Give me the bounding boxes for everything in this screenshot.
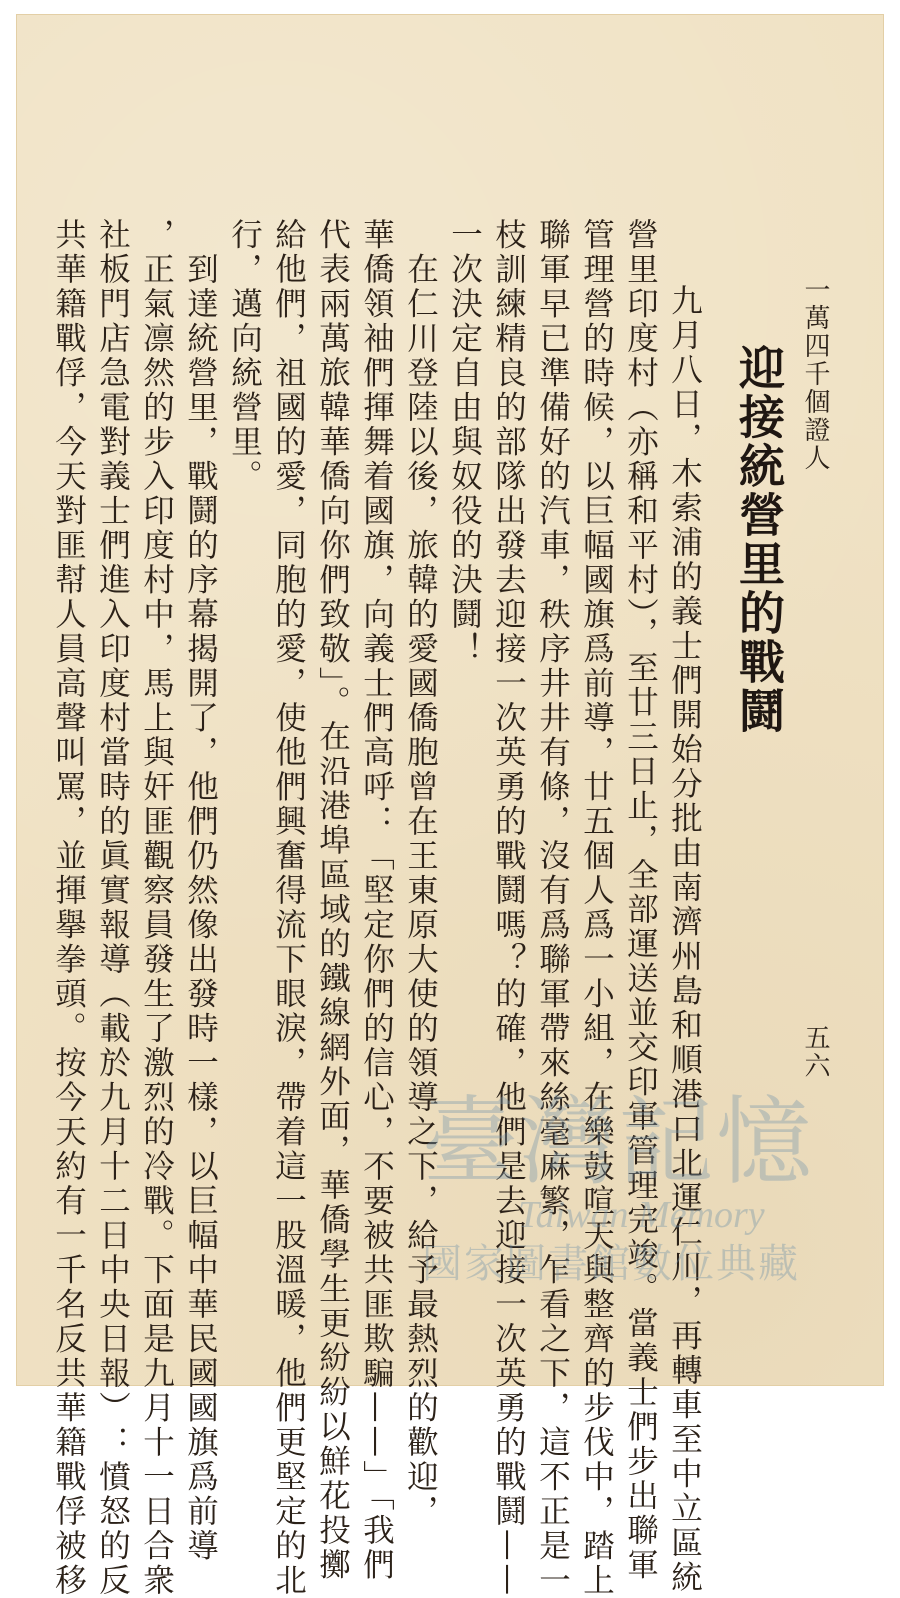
body-column: 行，邁向統營里。 [226, 218, 263, 494]
article-heading: 迎接統營里的戰鬪 [732, 344, 786, 736]
body-column: 代表兩萬旅韓華僑向你們致敬」。在沿港埠區域的鐵線網外面，華僑學生更紛紛以鮮花投擲 [314, 218, 351, 1583]
body-column: 枝訓練精良的部隊出發去迎接一次英勇的戰鬪嗎？的確，他們是去迎接一次英勇的戰鬪—— [490, 218, 527, 1598]
body-column: 管理營的時候，以巨幅國旗爲前導，廿五個人爲一小組，在樂鼓喧天與整齊的步伐中，踏上 [578, 218, 615, 1598]
watermark-chinese-text: 臺灣記憶 [422, 1086, 814, 1198]
body-column: 一次決定自由與奴役的決鬪！ [446, 218, 483, 667]
body-column: 社板門店急電對義士們進入印度村當時的眞實報導（載於九月十二日中央日報）：憤怒的反 [94, 218, 131, 1598]
taiwan-memory-watermark [422, 1086, 862, 1314]
body-column: 華僑領袖們揮舞着國旗，向義士們高呼：「堅定你們的信心，不要被共匪欺騙——」「我們 [358, 218, 395, 1583]
body-column: 到達統營里，戰鬪的序幕揭開了，他們仍然像出發時一樣，以巨幅中華民國國旗爲前導 [182, 218, 219, 1564]
body-column: 營里印度村（亦稱和平村），至廿三日止，全部運送並交印軍管理完竣。當義士們步出聯軍 [622, 218, 659, 1583]
body-column: 給他們，祖國的愛，同胞的愛，使他們興奮得流下眼淚，帶着這一股溫暖，他們更堅定的北 [270, 218, 307, 1598]
body-column: 聯軍早已準備好的汽車，秩序井井有條，沒有爲聯軍帶來絲毫麻繁，乍看之下，這不正是一 [534, 218, 571, 1598]
watermark-library-text: 國家圖書館數位典藏 [422, 1241, 800, 1287]
running-header-title: 一萬四千個證人 [800, 276, 830, 472]
body-column: 在仁川登陸以後，旅韓的愛國僑胞曾在王東原大使的領導之下，給予最熱烈的歡迎， [402, 218, 439, 1529]
body-column: ，正氣凛然的步入印度村中，馬上與奸匪觀察員發生了激烈的冷戰。下面是九月十一日合衆 [138, 218, 175, 1598]
page-number: 五六 [800, 1024, 830, 1080]
book-page [16, 14, 884, 1598]
watermark-english-text: Taiwan Memory [518, 1194, 765, 1236]
body-column: 九月八日，木索浦的義士們開始分批由南濟州島和順港口北運仁川，再轉車至中立區統 [666, 284, 703, 1595]
body-column: 共華籍戰俘，今天對匪幇人員高聲叫罵，並揮擧拳頭。按今天約有一千名反共華籍戰俘被移 [50, 218, 87, 1598]
